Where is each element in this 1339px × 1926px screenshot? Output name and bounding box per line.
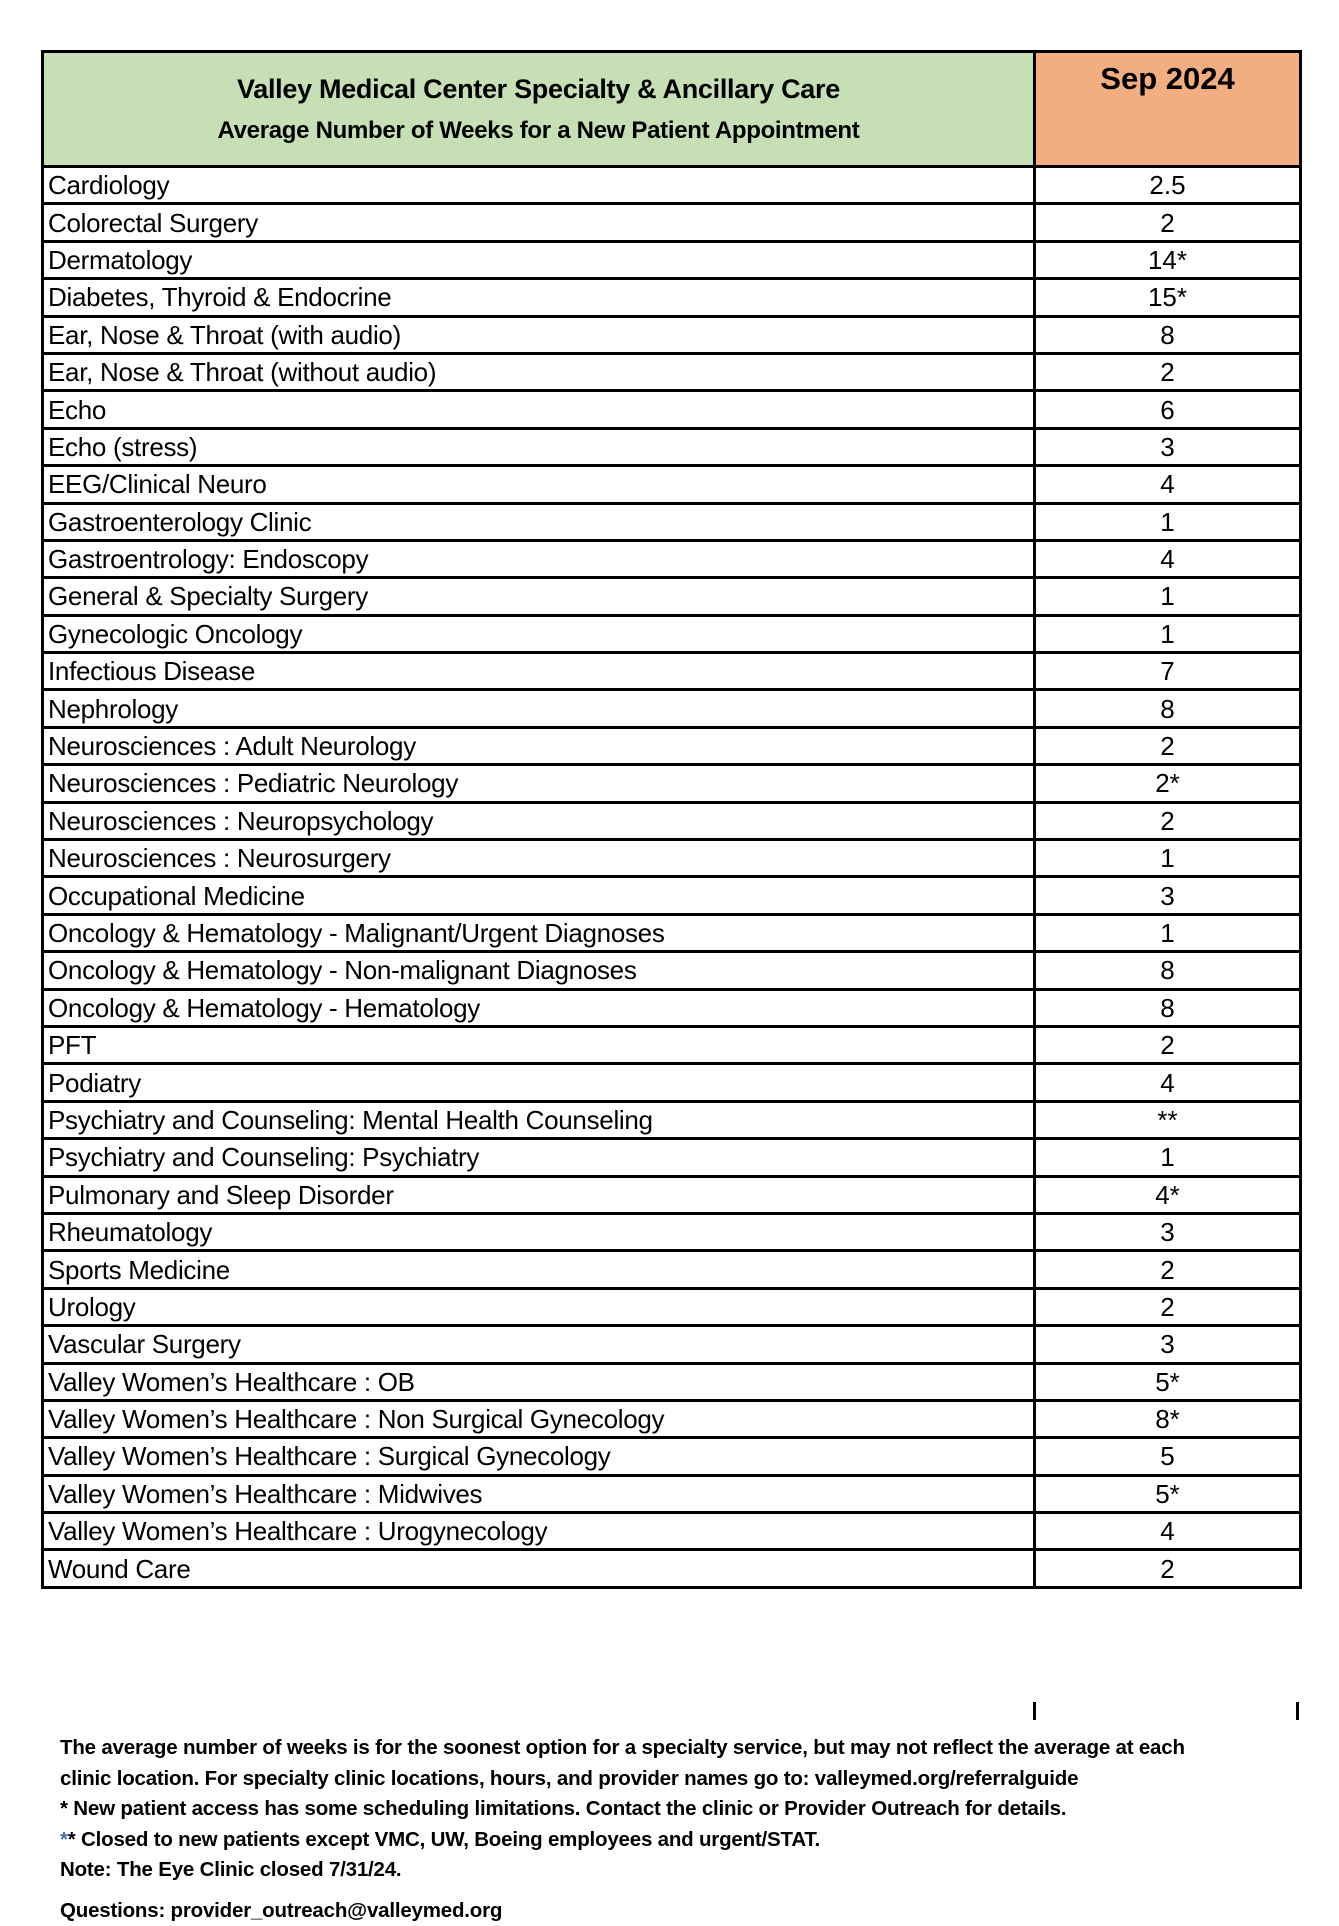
weeks-value: 8 xyxy=(1035,690,1301,727)
specialty-name: Neurosciences : Neurosurgery xyxy=(43,840,1035,877)
table-row xyxy=(43,578,1301,615)
table-row xyxy=(43,1139,1301,1176)
specialty-name: Psychiatry and Counseling: Mental Health Counseling xyxy=(43,1101,1035,1138)
specialty-name: Urology xyxy=(43,1288,1035,1325)
specialty-name: Oncology & Hematology - Hematology xyxy=(43,989,1035,1026)
weeks-value: 1 xyxy=(1035,615,1301,652)
weeks-value: 3 xyxy=(1035,877,1301,914)
specialty-name: General & Specialty Surgery xyxy=(43,578,1035,615)
specialty-name: Echo (stress) xyxy=(43,428,1035,465)
table-row xyxy=(43,615,1301,652)
weeks-value: 8 xyxy=(1035,316,1301,353)
specialty-name: Valley Women’s Healthcare : Urogynecology xyxy=(43,1513,1035,1550)
specialty-name: Colorectal Surgery xyxy=(43,204,1035,241)
weeks-value: 8 xyxy=(1035,989,1301,1026)
weeks-value: 8 xyxy=(1035,952,1301,989)
column-divider-extension xyxy=(1033,1702,1036,1720)
specialty-name: Valley Women’s Healthcare : Surgical Gynecology xyxy=(43,1438,1035,1475)
weeks-value: 4 xyxy=(1035,1513,1301,1550)
footnote-double-asterisk xyxy=(60,1825,1185,1856)
table-row xyxy=(43,1064,1301,1101)
specialty-name: Valley Women’s Healthcare : Midwives xyxy=(43,1475,1035,1512)
specialty-name: Valley Women’s Healthcare : OB xyxy=(43,1363,1035,1400)
weeks-value: 2 xyxy=(1035,727,1301,764)
table-row xyxy=(43,1513,1301,1550)
specialty-name: Oncology & Hematology - Malignant/Urgent Diagnoses xyxy=(43,914,1035,951)
weeks-value: 8* xyxy=(1035,1400,1301,1437)
weeks-value: 2 xyxy=(1035,802,1301,839)
table-row xyxy=(43,204,1301,241)
weeks-value: 1 xyxy=(1035,1139,1301,1176)
table-row xyxy=(43,279,1301,316)
weeks-value: 5 xyxy=(1035,1438,1301,1475)
weeks-value: 2 xyxy=(1035,1288,1301,1325)
table-row xyxy=(43,840,1301,877)
specialty-name: Valley Women’s Healthcare : Non Surgical Gynecology xyxy=(43,1400,1035,1437)
footnote-average: The average number of weeks is for the soonest option for a specialty service, but may not reflect the average at each xyxy=(60,1736,1185,1759)
table-row xyxy=(43,989,1301,1026)
weeks-value: 1 xyxy=(1035,503,1301,540)
table-body xyxy=(43,167,1301,1588)
specialty-name: Neurosciences : Neuropsychology xyxy=(43,802,1035,839)
weeks-value: 4 xyxy=(1035,466,1301,503)
table-row xyxy=(43,802,1301,839)
specialty-name: Vascular Surgery xyxy=(43,1326,1035,1363)
table-row xyxy=(43,1288,1301,1325)
specialty-name: Nephrology xyxy=(43,690,1035,727)
month-header: Sep 2024 xyxy=(1035,52,1301,167)
wait-times-sheet xyxy=(41,50,1299,1589)
specialty-name: Cardiology xyxy=(43,167,1035,204)
weeks-value: 5* xyxy=(1035,1363,1301,1400)
weeks-value: 4 xyxy=(1035,540,1301,577)
table-row xyxy=(43,914,1301,951)
specialty-name: Pulmonary and Sleep Disorder xyxy=(43,1176,1035,1213)
weeks-value: 2 xyxy=(1035,1251,1301,1288)
specialty-name: Neurosciences : Adult Neurology xyxy=(43,727,1035,764)
footnotes xyxy=(60,1733,1185,1926)
weeks-value: 2 xyxy=(1035,1550,1301,1587)
weeks-value: 2* xyxy=(1035,765,1301,802)
footnote-double-asterisk-text: * Closed to new patients except VMC, UW, Boeing employees and urgent/STAT. xyxy=(67,1827,820,1851)
table-row xyxy=(43,241,1301,278)
footnote-referral-guide: clinic location. For specialty clinic locations, hours, and provider names go to: valleymed.org/referralguide xyxy=(60,1766,1079,1790)
weeks-value: 4 xyxy=(1035,1064,1301,1101)
specialty-name: Infectious Disease xyxy=(43,653,1035,690)
specialty-name: Neurosciences : Pediatric Neurology xyxy=(43,765,1035,802)
right-border-extension xyxy=(1296,1702,1299,1720)
weeks-value: 14* xyxy=(1035,241,1301,278)
weeks-value: 5* xyxy=(1035,1475,1301,1512)
table-row xyxy=(43,653,1301,690)
specialty-name: Oncology & Hematology - Non-malignant Diagnoses xyxy=(43,952,1035,989)
table-row xyxy=(43,1400,1301,1437)
specialty-name: Ear, Nose & Throat (with audio) xyxy=(43,316,1035,353)
weeks-value: 15* xyxy=(1035,279,1301,316)
specialty-name: Diabetes, Thyroid & Endocrine xyxy=(43,279,1035,316)
weeks-value: 4* xyxy=(1035,1176,1301,1213)
weeks-value: 2 xyxy=(1035,204,1301,241)
table-row xyxy=(43,765,1301,802)
weeks-value: 1 xyxy=(1035,578,1301,615)
specialty-name: Gynecologic Oncology xyxy=(43,615,1035,652)
specialty-name: Echo xyxy=(43,391,1035,428)
table-row xyxy=(43,540,1301,577)
table-row xyxy=(43,877,1301,914)
table-row xyxy=(43,1326,1301,1363)
table-row xyxy=(43,1101,1301,1138)
weeks-value: 3 xyxy=(1035,1326,1301,1363)
asterisk-marker: * xyxy=(60,1827,68,1851)
specialty-name: Dermatology xyxy=(43,241,1035,278)
table-row xyxy=(43,690,1301,727)
table-row xyxy=(43,503,1301,540)
table-row xyxy=(43,428,1301,465)
specialty-name: Rheumatology xyxy=(43,1213,1035,1250)
weeks-value: 3 xyxy=(1035,1213,1301,1250)
table-row xyxy=(43,1026,1301,1063)
table-title: Valley Medical Center Specialty & Ancillary Care xyxy=(237,74,840,104)
table-row xyxy=(43,466,1301,503)
table-subtitle: Average Number of Weeks for a New Patient Appointment xyxy=(217,117,860,144)
table-row xyxy=(43,727,1301,764)
specialty-name: Psychiatry and Counseling: Psychiatry xyxy=(43,1139,1035,1176)
table-row xyxy=(43,1363,1301,1400)
specialty-name: Ear, Nose & Throat (without audio) xyxy=(43,353,1035,390)
specialty-name: EEG/Clinical Neuro xyxy=(43,466,1035,503)
table-row xyxy=(43,1176,1301,1213)
specialty-name: PFT xyxy=(43,1026,1035,1063)
questions-contact: Questions: provider_outreach@valleymed.org xyxy=(60,1898,503,1922)
weeks-value: ** xyxy=(1035,1101,1301,1138)
weeks-value: 6 xyxy=(1035,391,1301,428)
weeks-value: 2.5 xyxy=(1035,167,1301,204)
specialty-name: Wound Care xyxy=(43,1550,1035,1587)
specialty-name: Sports Medicine xyxy=(43,1251,1035,1288)
weeks-value: 1 xyxy=(1035,840,1301,877)
table-row xyxy=(43,1251,1301,1288)
weeks-value: 7 xyxy=(1035,653,1301,690)
weeks-value: 1 xyxy=(1035,914,1301,951)
footnote-eye-clinic: Note: The Eye Clinic closed 7/31/24. xyxy=(60,1858,402,1881)
table-row xyxy=(43,1213,1301,1250)
table-row xyxy=(43,1475,1301,1512)
table-row xyxy=(43,1438,1301,1475)
table-title-cell xyxy=(43,52,1035,167)
weeks-value: 2 xyxy=(1035,1026,1301,1063)
specialty-name: Gastroenterology Clinic xyxy=(43,503,1035,540)
specialty-name: Occupational Medicine xyxy=(43,877,1035,914)
table-row xyxy=(43,391,1301,428)
table-row xyxy=(43,952,1301,989)
specialty-name: Gastroentrology: Endoscopy xyxy=(43,540,1035,577)
table-row xyxy=(43,167,1301,204)
table-row xyxy=(43,353,1301,390)
table-row xyxy=(43,1550,1301,1587)
wait-times-table xyxy=(41,50,1302,1589)
footnote-single-asterisk: * New patient access has some scheduling limitations. Contact the clinic or Provider Outreach for details. xyxy=(60,1797,1067,1820)
table-row xyxy=(43,316,1301,353)
weeks-value: 3 xyxy=(1035,428,1301,465)
specialty-name: Podiatry xyxy=(43,1064,1035,1101)
weeks-value: 2 xyxy=(1035,353,1301,390)
header-row xyxy=(43,52,1301,167)
